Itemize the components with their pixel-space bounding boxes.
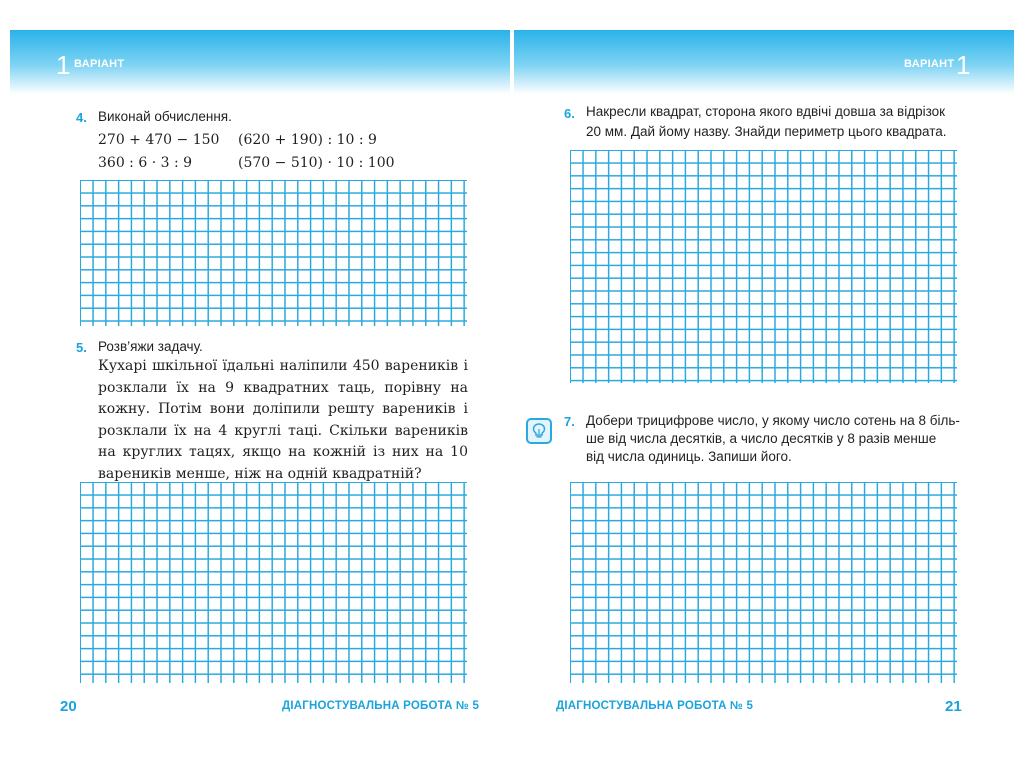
- task-5-title: Розв’яжи задачу.: [98, 339, 203, 354]
- task-6-text-line-1: Накресли квадрат, сторона якого вдвічі довша за відрізок: [586, 104, 946, 119]
- variant-label: ВАРІАНТ: [904, 58, 955, 70]
- task-6-text-line-2: 20 мм. Дай йому назву. Знайди периметр цього квадрата.: [586, 124, 947, 139]
- task-5-problem-text: Кухарі шкільної їдальні наліпили 450 вареників і розклали їх на 9 квадратних таць, порівну на кожну. Потім вони доліпили решту вареників і розклали їх на 4 круглі таці. Скільки вареників на круглих тацях, якщо на кожній із них на 10 вареників менше, ніж на одній квадратній?: [98, 358, 468, 482]
- task-6-number: 6.: [564, 106, 575, 121]
- footer-title: ДІАГНОСТУВАЛЬНА РОБОТА № 5: [282, 700, 480, 712]
- task-4-number: 4.: [76, 110, 87, 125]
- task-4-expression-1: 270 + 470 − 150: [98, 132, 220, 148]
- task-4-title: Виконай обчислення.: [98, 109, 232, 124]
- answer-grid-task-5[interactable]: [80, 482, 467, 683]
- task-5-number: 5.: [76, 340, 87, 355]
- answer-grid-task-7[interactable]: [570, 482, 957, 683]
- variant-label: ВАРІАНТ: [74, 58, 125, 70]
- footer-title: ДІАГНОСТУВАЛЬНА РОБОТА № 5: [556, 700, 754, 712]
- variant-number: 1: [956, 50, 971, 80]
- answer-grid-task-4[interactable]: [80, 180, 467, 326]
- task-7-number: 7.: [564, 414, 575, 429]
- answer-grid-task-6[interactable]: [570, 150, 957, 383]
- task-4-expression-2: (620 + 190) : 10 : 9: [238, 132, 377, 148]
- right-page: [514, 30, 1014, 730]
- variant-number: 1: [56, 50, 71, 80]
- left-page: [10, 30, 510, 730]
- task-7-text-line-2: ше від числа десятків, а число десятків у 8 разів менше: [586, 431, 937, 446]
- task-4-expression-3: 360 : 6 · 3 : 9: [98, 155, 193, 171]
- task-7-text-line-1: Добери трицифрове число, у якому число сотень на 8 біль-: [586, 413, 960, 428]
- page-number: 20: [60, 698, 77, 715]
- page-number: 21: [945, 698, 962, 715]
- hint-badge: [526, 418, 552, 444]
- task-4-expression-4: (570 − 510) · 10 : 100: [238, 155, 395, 171]
- task-7-text-line-3: від числа одиниць. Запиши його.: [586, 449, 792, 464]
- lightbulb-icon: [532, 423, 546, 439]
